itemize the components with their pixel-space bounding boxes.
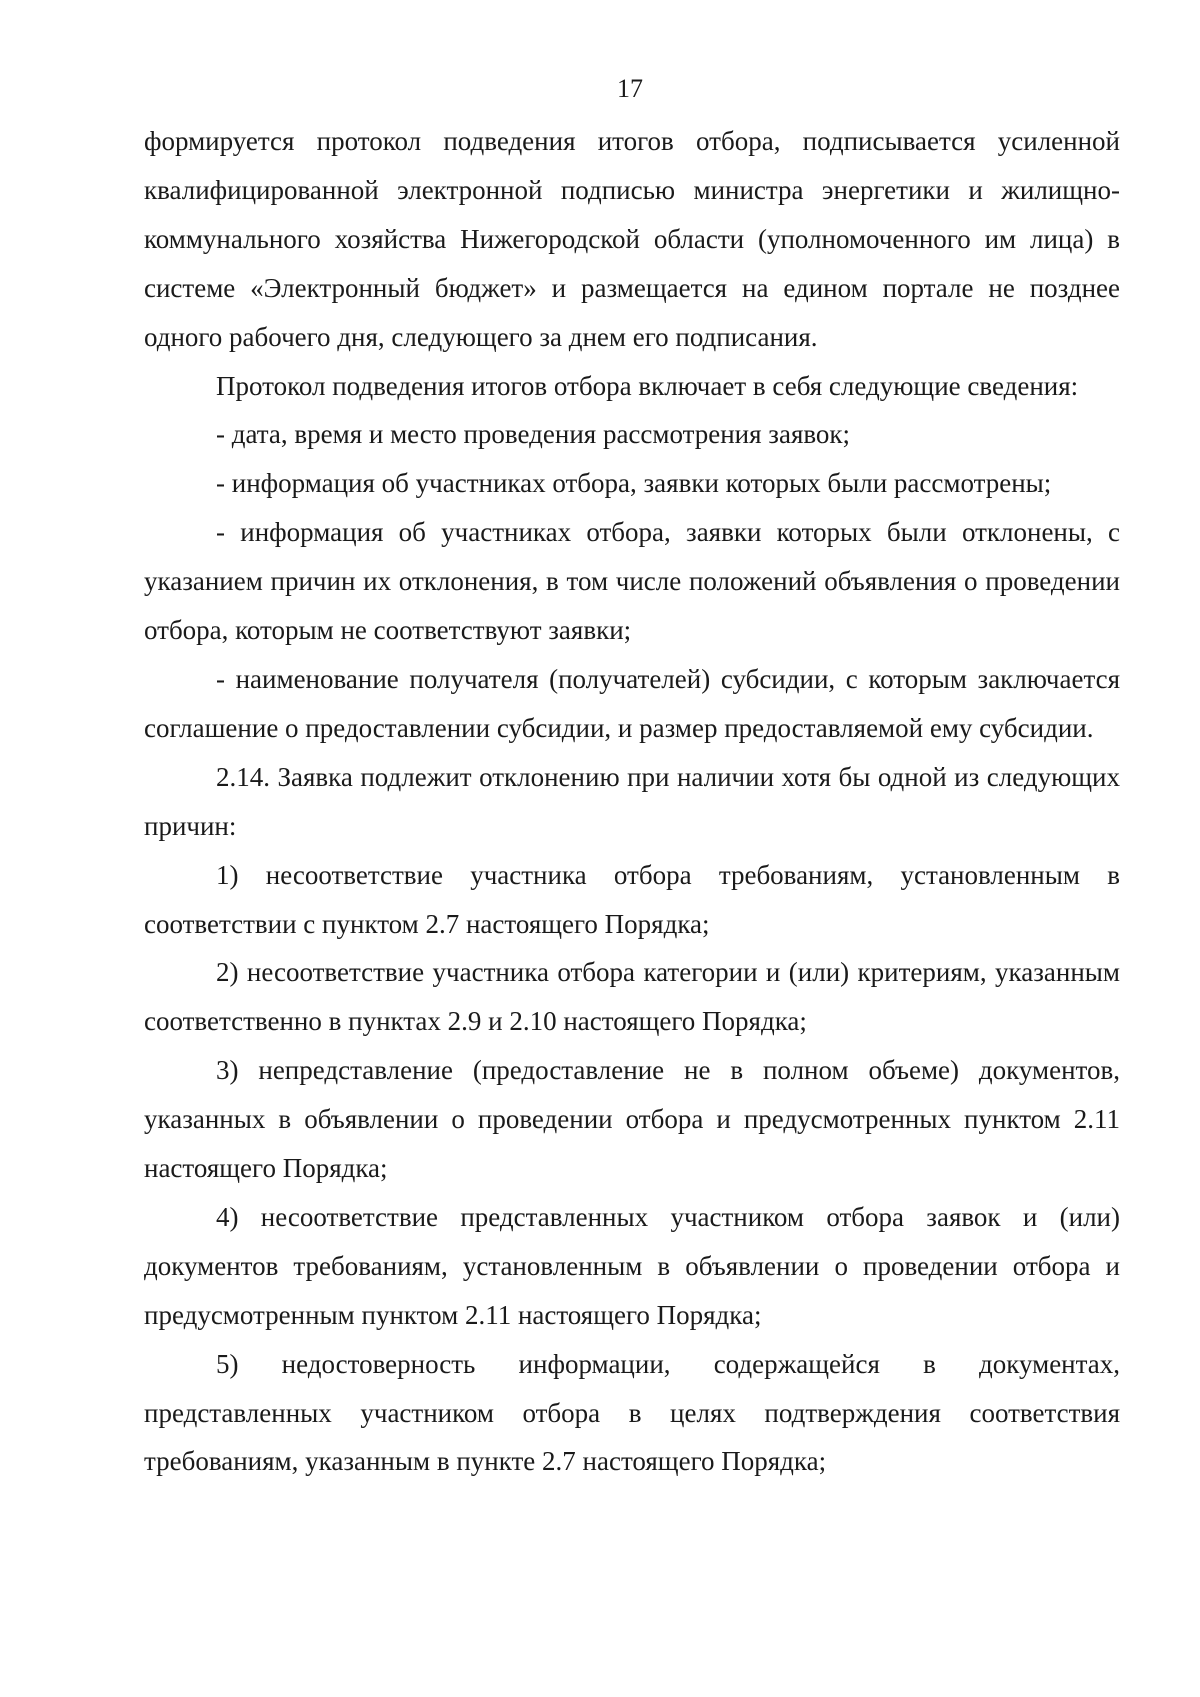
paragraph-2-14: 2.14. Заявка подлежит отклонению при наличии хотя бы одной из следующих причин: — [144, 761, 1120, 841]
list-item-reason-4: 4) несоответствие представленных участником отбора заявок и (или) документов требованиям, установленным в объявлении о проведении отбора и предусмотренным пунктом 2.11 настоящего Порядка; — [144, 1201, 1120, 1330]
list-item-reason-5: 5) недостоверность информации, содержащейся в документах, представленных участником отбора в целях подтверждения соответствия требованиям, указанным в пункте 2.7 настоящего Порядка; — [144, 1348, 1120, 1477]
page-number: 17 — [617, 74, 643, 103]
list-item-reason-1: 1) несоответствие участника отбора требованиям, установленным в соответствии с пунктом 2.7 настоящего Порядка; — [144, 859, 1120, 939]
list-item-date-time-place: - дата, время и место проведения рассмотрения заявок; — [216, 419, 851, 450]
list-item-reason-3: 3) непредставление (предоставление не в полном объеме) документов, указанных в объявлении о проведении отбора и предусмотренных пунктом 2.11 настоящего Порядка; — [144, 1055, 1120, 1184]
list-item-recipient-name: - наименование получателя (получателей) субсидии, с которым заключается соглашение о предоставлении субсидии, и размер предоставляемой ему субсидии. — [144, 663, 1120, 743]
list-item-reviewed-participants: - информация об участниках отбора, заявки которых были рассмотрены; — [216, 468, 1052, 499]
list-item-reason-2: 2) несоответствие участника отбора категории и (или) критериям, указанным соответственно в пунктах 2.9 и 2.10 настоящего Порядка; — [144, 957, 1120, 1037]
paragraph-protocol-continuation: формируется протокол подведения итогов отбора, подписывается усиленной квалифицированной электронной подписью министра энергетики и жилищно-коммунального хозяйства Нижегородской области (уполномоченного им лица) в системе «Электронный бюджет» и размещается на едином портале не позднее одного рабочего дня, следующего за днем его подписания. — [144, 126, 1120, 352]
document-body — [144, 117, 1120, 1486]
list-item-rejected-participants: - информация об участниках отбора, заявки которых были отклонены, с указанием причин их отклонения, в том числе положений объявления о проведении отбора, которым не соответствуют заявки; — [144, 517, 1120, 646]
paragraph-protocol-contents: Протокол подведения итогов отбора включает в себя следующие сведения: — [216, 370, 1079, 401]
